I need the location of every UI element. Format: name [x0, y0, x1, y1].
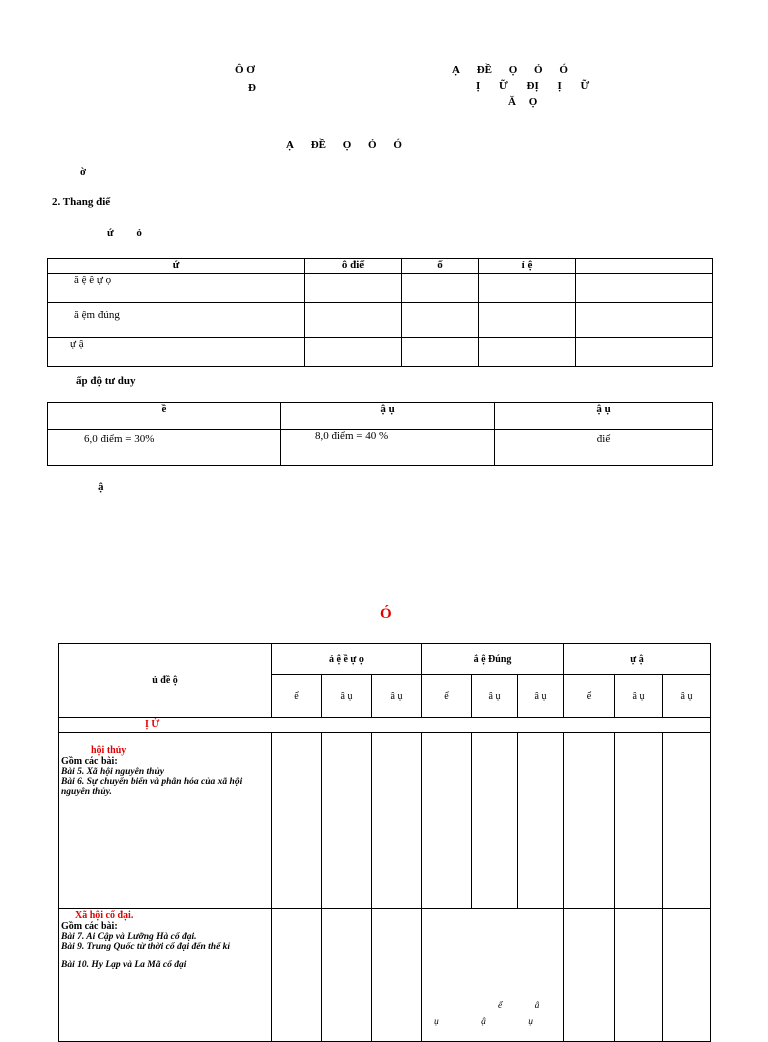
- table-cell: ă ệm đúng: [48, 303, 305, 338]
- matrix-header-group-1: ả ệ ề ự ọ: [272, 644, 422, 675]
- table-cell: [518, 733, 564, 909]
- table-cell: [479, 303, 576, 338]
- matrix-sub-header: ể: [422, 675, 472, 718]
- level-header-recognize: ề: [48, 403, 281, 430]
- topic-1-intro: Gồm các bài:: [61, 756, 118, 767]
- score-table-header-row: [48, 259, 713, 274]
- document-title: Ạ ĐỀ Ọ Ỏ Ó: [286, 139, 402, 151]
- table-cell: [402, 303, 479, 338]
- matrix-title: Ó: [380, 606, 392, 622]
- header-right-line1: Ạ ĐỀ Ọ Ỏ Ó: [452, 64, 568, 76]
- topic-2-intro: Gồm các bài:: [61, 921, 118, 932]
- table-cell: [272, 733, 322, 909]
- topic-2-line: Bài 7. Ai Cập và Lưỡng Hà cổ đại.: [61, 932, 197, 942]
- table-cell: [305, 274, 402, 303]
- topic-2-line: Bài 9. Trung Quốc từ thời cổ đại đến thế kỉ: [61, 942, 231, 952]
- table-cell: [479, 338, 576, 367]
- topic-cell-2: [59, 909, 272, 1042]
- score-header-count: ố: [402, 259, 479, 274]
- matrix-section-label: Ị Ử: [59, 718, 711, 733]
- level-table-header-row: [48, 403, 713, 430]
- header-right-line3: Ă Ọ: [508, 96, 538, 108]
- table-cell: [663, 909, 711, 1042]
- section-2-heading: 2. Thang điể: [52, 196, 111, 208]
- matrix-table: [58, 643, 711, 1042]
- cell-note-1: ể â: [498, 1001, 540, 1011]
- table-cell: [564, 733, 615, 909]
- score-table: [47, 258, 713, 367]
- score-header-points: ô điể: [305, 259, 402, 274]
- table-cell: [402, 338, 479, 367]
- header-left-line1: Ô Ơ: [235, 64, 255, 76]
- level-heading: ấp độ tư duy: [76, 375, 136, 387]
- table-cell: ă ệ ê ự ọ: [48, 274, 305, 303]
- matrix-header-row-1: [59, 644, 711, 675]
- table-cell: [305, 338, 402, 367]
- matrix-sub-header: â ụ: [322, 675, 372, 718]
- level-header-apply: ậ ụ: [281, 403, 495, 430]
- cell-note-2: ụ ậ ụ: [434, 1017, 533, 1027]
- table-row: [48, 303, 713, 338]
- time-line: ờ: [80, 166, 87, 178]
- table-cell: [479, 274, 576, 303]
- table-cell: [564, 909, 615, 1042]
- merged-note-cell: [422, 909, 564, 1042]
- table-cell: [272, 909, 322, 1042]
- table-cell: [305, 303, 402, 338]
- matrix-sub-header: â ụ: [472, 675, 518, 718]
- level-value-recognize: 6,0 điểm = 30%: [48, 430, 281, 466]
- matrix-header-group-3: ự ậ: [564, 644, 711, 675]
- matrix-sub-header: â ụ: [518, 675, 564, 718]
- matrix-sub-header: â ụ: [615, 675, 663, 718]
- sub-label: ứ ỏ: [107, 227, 142, 239]
- table-row: [48, 430, 713, 466]
- matrix-header-topic: ủ đề ộ: [59, 644, 272, 718]
- table-cell: [372, 733, 422, 909]
- table-cell: [472, 733, 518, 909]
- table-cell: [576, 274, 713, 303]
- matrix-section-row: [59, 718, 711, 733]
- matrix-sub-header: ể: [564, 675, 615, 718]
- level-table: [47, 402, 713, 466]
- score-header-content: ứ: [48, 259, 305, 274]
- table-cell: ự ậ: [48, 338, 305, 367]
- header-left-line2: Đ: [248, 82, 256, 94]
- score-header-ratio: ỉ ệ: [479, 259, 576, 274]
- table-cell: [422, 733, 472, 909]
- topic-1-line: Bài 5. Xã hội nguyên thủy: [61, 767, 164, 777]
- table-cell: [615, 909, 663, 1042]
- topic-cell-1: [59, 733, 272, 909]
- table-cell: [322, 909, 372, 1042]
- table-cell: [576, 303, 713, 338]
- table-cell: [402, 274, 479, 303]
- header-right-line2: Ị Ữ ĐỊ Ị Ữ: [476, 80, 590, 92]
- table-row: [48, 274, 713, 303]
- table-cell: [372, 909, 422, 1042]
- table-row: [59, 909, 711, 1042]
- table-cell: [663, 733, 711, 909]
- topic-1-title: hội thủy: [91, 745, 127, 756]
- matrix-sub-header: â ụ: [663, 675, 711, 718]
- topic-1-line: Bài 6. Sự chuyển biến và phân hóa của xã hội nguyên thủy.: [61, 777, 243, 797]
- level-value-apply: 8,0 điểm = 40 %: [281, 430, 495, 466]
- topic-2-line: Bài 10. Hy Lạp và La Mã cổ đại: [61, 960, 187, 970]
- level-header-apply-high: ậ ụ: [495, 403, 713, 430]
- table-cell: [615, 733, 663, 909]
- matrix-sub-header: â ụ: [372, 675, 422, 718]
- table-cell: [322, 733, 372, 909]
- matrix-sub-header: ể: [272, 675, 322, 718]
- table-cell: [576, 338, 713, 367]
- topic-2-title: Xã hội cổ đại.: [75, 910, 134, 921]
- level-value-apply-high: điể: [495, 430, 713, 466]
- matrix-header-group-2: ắ ệ Đúng: [422, 644, 564, 675]
- table-row: [48, 338, 713, 367]
- note-line: ậ: [98, 481, 104, 493]
- table-row: [59, 733, 711, 909]
- score-header-extra: [576, 259, 713, 274]
